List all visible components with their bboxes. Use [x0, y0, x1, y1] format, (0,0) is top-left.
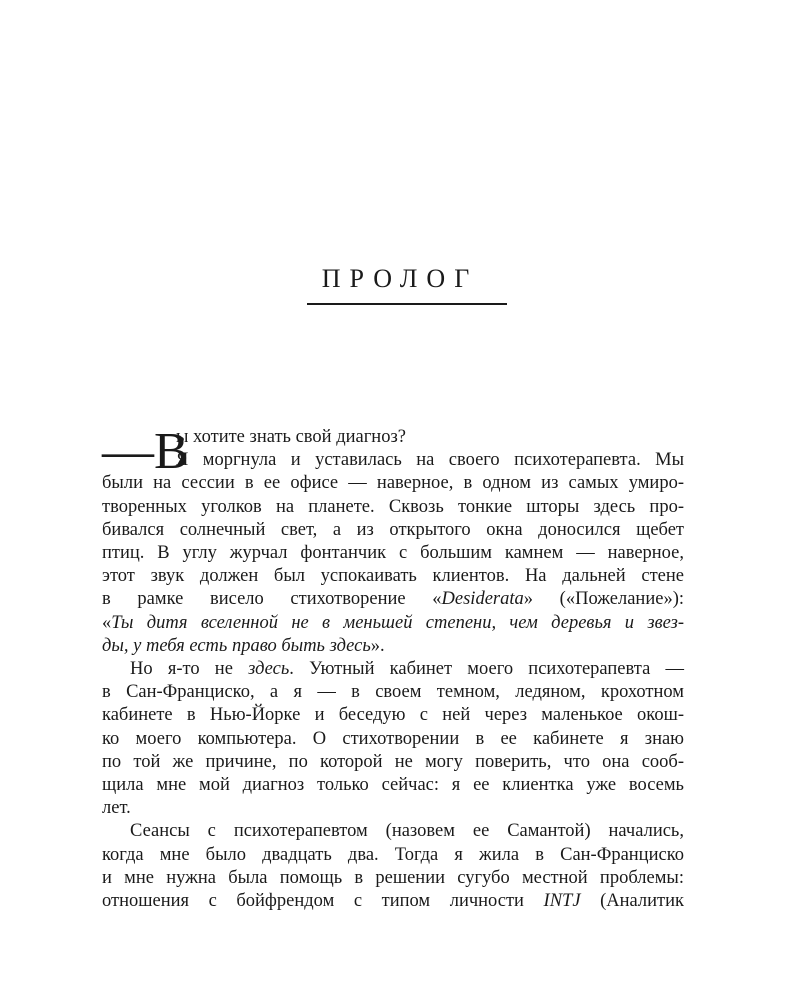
- text-segment: Но я-то не: [130, 659, 249, 680]
- text-line: этот звук должен был успокаивать клиентов. На дальней стене: [102, 566, 684, 587]
- text-segment: «: [102, 612, 112, 633]
- text-line: в Сан-Франциско, а я — в своем темном, ледяном, крохотном: [102, 682, 684, 703]
- drop-cap: —В: [102, 423, 189, 480]
- text-line: кабинете в Нью-Йорке и беседую с ней через маленькое окош-: [102, 705, 684, 726]
- text-line: [102, 588, 684, 611]
- poem-quote: Ты дитя вселенной не в меньшей степени, чем деревья и звез-: [111, 612, 684, 633]
- emphasis: здесь: [248, 659, 290, 680]
- text-segment: . Уютный кабинет моего психотерапевта —: [289, 659, 684, 680]
- text-segment: в рамке висело стихотворение «: [102, 589, 442, 610]
- poem-title: Desiderata: [441, 589, 524, 610]
- text-line: Сеансы с психотерапевтом (назовем ее Самантой) начались,: [130, 821, 684, 842]
- title-rule: [307, 303, 507, 305]
- poem-quote: ды, у тебя есть право быть здесь: [102, 635, 371, 656]
- text-line: Я моргнула и уставилась на своего психотерапевта. Мы: [176, 450, 684, 471]
- text-segment: » («Пожелание»):: [523, 589, 684, 610]
- text-line: [102, 635, 684, 658]
- text-segment: ».: [370, 635, 385, 656]
- text-line: [102, 658, 684, 681]
- text-line: лет.: [102, 798, 131, 819]
- text-line: творенных уголков на планете. Сквозь тонкие шторы здесь про-: [102, 496, 684, 517]
- text-line: ы хотите знать свой диагноз?: [176, 427, 406, 447]
- chapter-title: ПРОЛОГ: [321, 264, 479, 293]
- text-line: ко моего компьютера. О стихотворении в ее кабинете я знаю: [102, 728, 684, 749]
- text-segment: отношения с бойфрендом с типом личности: [102, 891, 544, 912]
- text-line: бивался солнечный свет, а из открытого окна доносился щебет: [102, 519, 684, 540]
- text-line: по той же причине, по которой не могу поверить, что она сооб-: [102, 751, 684, 772]
- text-line: были на сессии в ее офисе — наверное, в одном из самых умиро-: [102, 473, 684, 494]
- text-line: [102, 612, 684, 635]
- text-line: и мне нужна была помощь в решении сугубо местной проблемы:: [102, 867, 684, 888]
- body-text: [102, 423, 685, 913]
- text-line: когда мне было двадцать два. Тогда я жила в Сан-Франциско: [102, 844, 684, 865]
- personality-type: INTJ: [543, 891, 581, 912]
- text-line: [102, 890, 684, 913]
- text-line: птиц. В углу журчал фонтанчик с большим камнем — наверное,: [102, 543, 684, 564]
- text-line: щила мне мой диагноз только сейчас: я ее клиентка уже восемь: [102, 775, 684, 796]
- text-segment: (Аналитик: [580, 891, 685, 912]
